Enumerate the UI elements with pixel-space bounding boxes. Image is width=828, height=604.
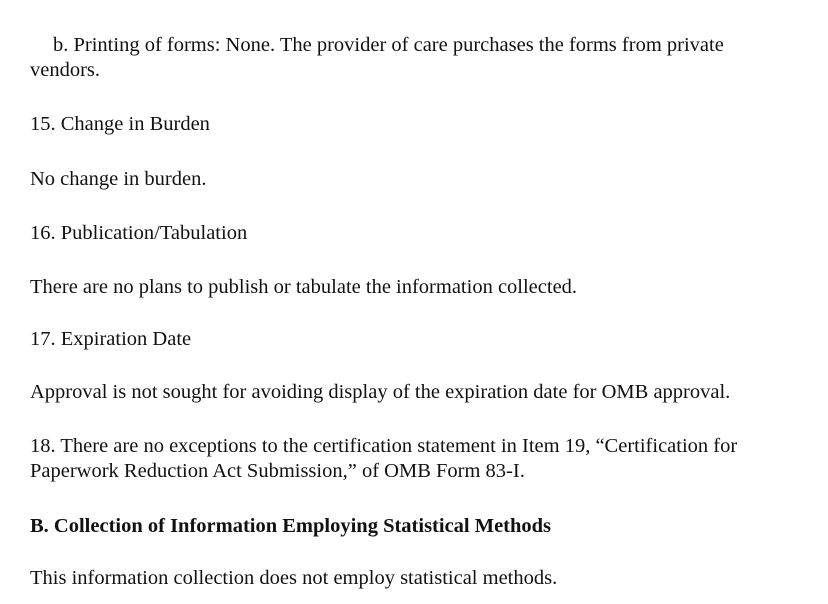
section-b-text: This information collection does not employ statistical methods. [30,567,558,589]
item-18-line-2: Paperwork Reduction Act Submission,” of OMB Form 83-I. [30,460,525,482]
item-17-text: Approval is not sought for avoiding display of the expiration date for OMB approval. [30,381,731,403]
item-16-heading: 16. Publication/Tabulation [30,222,248,244]
item-14b-line-2: vendors. [30,59,101,81]
item-17-heading: 17. Expiration Date [30,328,192,350]
item-14b-line-1: b. Printing of forms: None. The provider of care purchases the forms from private [53,34,724,56]
item-15-heading: 15. Change in Burden [30,113,210,135]
item-15-text: No change in burden. [30,168,207,190]
item-18-line-1: 18. There are no exceptions to the certification statement in Item 19, “Certification for [30,435,738,457]
section-b-heading: B. Collection of Information Employing Statistical Methods [30,515,552,537]
item-16-text: There are no plans to publish or tabulate the information collected. [30,276,578,298]
